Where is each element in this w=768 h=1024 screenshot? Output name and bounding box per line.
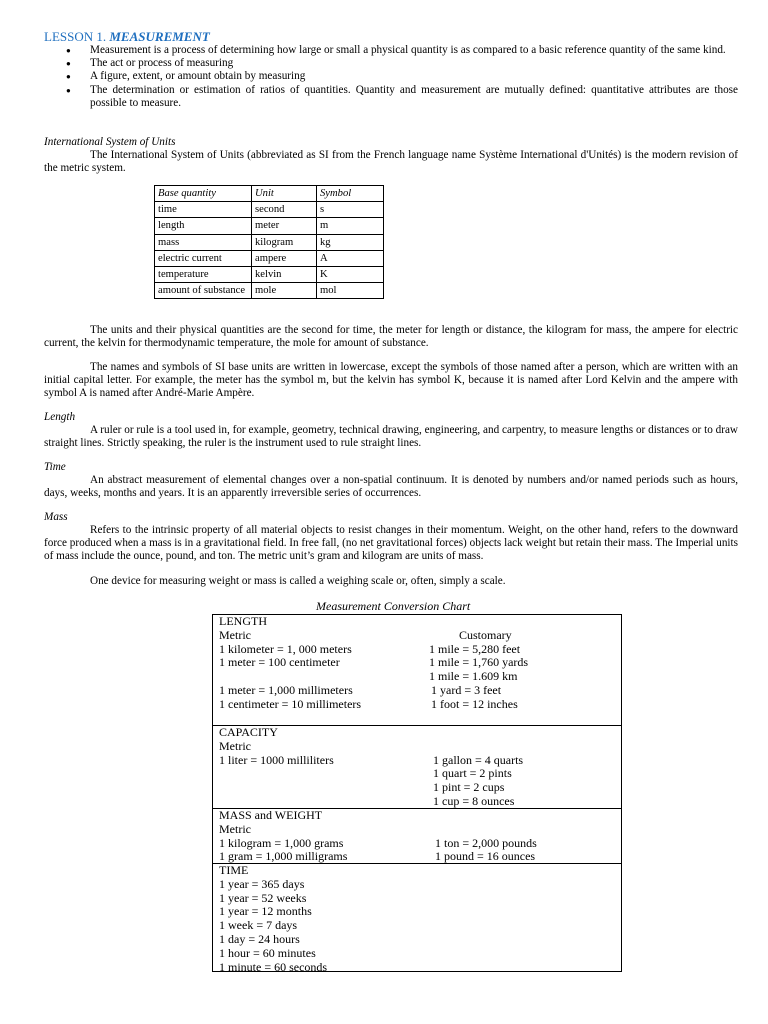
- si-names-paragraph: The names and symbols of SI base units are written in lowercase, except the symbols of those named after a person, which are written with an initial capital letter. For example, the meter has the symbol m, but the kelvin has symbol K, because it is named after Lord Kelvin and the ampere with symbol A is named after André-Marie Ampère.: [44, 361, 738, 400]
- customary-label: Customary: [459, 627, 512, 642]
- conversion-entry: 1 meter = 100 centimeter: [219, 655, 340, 670]
- time-heading: Time: [44, 461, 66, 473]
- mass-paragraph: Refers to the intrinsic property of all material objects to resist changes in their momentum. Weight, on the other hand, refers to the downward force produced when a mass is in a gravitational field. In free fall, (no net gravitational forces) objects lack weight but retain their mass. The Imperial units of mass include the ounce, pound, and ton. The metric unit’s gram and kilogram are units of mass.: [44, 524, 738, 563]
- conversion-entry: 1 mile = 1.609 km: [429, 669, 518, 684]
- table-row: [155, 267, 384, 283]
- cell-symbol: s: [317, 202, 384, 218]
- lesson-name: MEASUREMENT: [109, 29, 210, 44]
- conversion-entry: 1 pint = 2 cups: [433, 780, 505, 795]
- si-base-units-table: [154, 185, 384, 299]
- conversion-entry: 1 yard = 3 feet: [431, 682, 502, 697]
- conversion-entry: 1 centimeter = 10 millimeters: [219, 696, 362, 711]
- cell-symbol: m: [317, 218, 384, 234]
- cell-unit: kilogram: [252, 234, 317, 250]
- conversion-entry: 1 day = 24 hours: [219, 931, 300, 946]
- list-item: ● A figure, extent, or amount obtain by measuring: [66, 70, 738, 83]
- definition-list: [66, 44, 738, 110]
- cell-quantity: mass: [155, 234, 252, 250]
- table-row: [155, 250, 384, 266]
- col-header-quantity: Base quantity: [155, 186, 252, 202]
- cell-quantity: temperature: [155, 267, 252, 283]
- col-header-unit: Unit: [252, 186, 317, 202]
- table-header-row: [155, 186, 384, 202]
- conversion-entry: 1 meter = 1,000 millimeters: [219, 682, 353, 697]
- lesson-title: [44, 30, 210, 43]
- metric-label: Metric: [219, 821, 251, 836]
- si-units-paragraph: The units and their physical quantities are the second for time, the meter for length or distance, the kilogram for mass, the ampere for electric current, the kelvin for thermodynamic temperature, the mole for amount of substance.: [44, 324, 738, 350]
- mass-heading: Mass: [44, 511, 68, 523]
- conversion-entry: 1 hour = 60 minutes: [219, 945, 316, 960]
- cell-symbol: mol: [317, 283, 384, 299]
- cell-symbol: A: [317, 250, 384, 266]
- time-section: [213, 863, 621, 974]
- cell-quantity: electric current: [155, 250, 252, 266]
- cell-unit: second: [252, 202, 317, 218]
- si-intro: The International System of Units (abbreviated as SI from the French language name Système International d'Unités) is the modern revision of the metric system.: [44, 149, 738, 175]
- conversion-entry: 1 year = 52 weeks: [219, 890, 307, 905]
- cell-quantity: time: [155, 202, 252, 218]
- mass-weight-section: [213, 808, 621, 864]
- conversion-entry: 1 gallon = 4 quarts: [433, 752, 524, 767]
- conversion-chart-title: Measurement Conversion Chart: [316, 599, 471, 613]
- scale-paragraph: One device for measuring weight or mass is called a weighing scale or, often, simply a scale.: [90, 575, 506, 587]
- conversion-entry: 1 week = 7 days: [219, 918, 298, 933]
- conversion-entry: 1 mile = 5,280 feet: [429, 641, 521, 656]
- col-header-symbol: Symbol: [317, 186, 384, 202]
- conversion-entry: 1 liter = 1000 milliliters: [219, 752, 334, 767]
- lesson-prefix: LESSON 1.: [44, 29, 107, 44]
- conversion-entry: 1 cup = 8 ounces: [433, 793, 515, 808]
- table-row: [155, 218, 384, 234]
- section-heading: CAPACITY: [219, 725, 278, 739]
- conversion-entry: 1 ton = 2,000 pounds: [435, 835, 537, 850]
- conversion-entry: 1 year = 12 months: [219, 904, 312, 919]
- cell-symbol: K: [317, 267, 384, 283]
- cell-unit: mole: [252, 283, 317, 299]
- section-heading: MASS and WEIGHT: [219, 808, 323, 822]
- cell-unit: kelvin: [252, 267, 317, 283]
- length-paragraph: A ruler or rule is a tool used in, for example, geometry, technical drawing, engineering, and carpentry, to measure lengths or distances or to draw straight lines. Strictly speaking, the ruler is the instrument used to rule straight lines.: [44, 424, 738, 450]
- conversion-entry: 1 kilometer = 1, 000 meters: [219, 641, 352, 656]
- conversion-entry: 1 pound = 16 ounces: [435, 849, 536, 864]
- list-item: ● The act or process of measuring: [66, 57, 738, 70]
- section-heading: TIME: [219, 863, 249, 877]
- table-row: [155, 283, 384, 299]
- table-row: [155, 234, 384, 250]
- time-paragraph: An abstract measurement of elemental changes over a non-spatial continuum. It is denoted by numbers and/or named periods such as hours, days, weeks, months and years. It is an apparently irreversible series of occurrences.: [44, 474, 738, 500]
- cell-unit: meter: [252, 218, 317, 234]
- conversion-entry: 1 foot = 12 inches: [431, 696, 518, 711]
- conversion-entry: 1 year = 365 days: [219, 876, 305, 891]
- conversion-entry: 1 mile = 1,760 yards: [429, 655, 529, 670]
- cell-quantity: length: [155, 218, 252, 234]
- cell-quantity: amount of substance: [155, 283, 252, 299]
- length-heading: Length: [44, 411, 76, 423]
- conversion-entry: 1 quart = 2 pints: [433, 766, 512, 781]
- conversion-entry: 1 kilogram = 1,000 grams: [219, 835, 344, 850]
- conversion-entry: 1 gram = 1,000 milligrams: [219, 849, 348, 864]
- length-section: [213, 615, 621, 712]
- cell-symbol: kg: [317, 234, 384, 250]
- list-item: ● The determination or estimation of ratios of quantities. Quantity and measurement are mutually defined: quantitative attributes are those possible to measure.: [66, 84, 738, 110]
- capacity-section: [213, 725, 621, 809]
- metric-label: Metric: [219, 627, 251, 642]
- si-heading: International System of Units: [44, 136, 176, 148]
- conversion-entry: 1 minute = 60 seconds: [219, 959, 328, 974]
- table-row: [155, 202, 384, 218]
- metric-label: Metric: [219, 738, 251, 753]
- list-item: ● Measurement is a process of determining how large or small a physical quantity is as compared to a basic reference quantity of the same kind.: [66, 44, 738, 57]
- conversion-chart: [212, 614, 622, 972]
- cell-unit: ampere: [252, 250, 317, 266]
- section-heading: LENGTH: [219, 614, 267, 628]
